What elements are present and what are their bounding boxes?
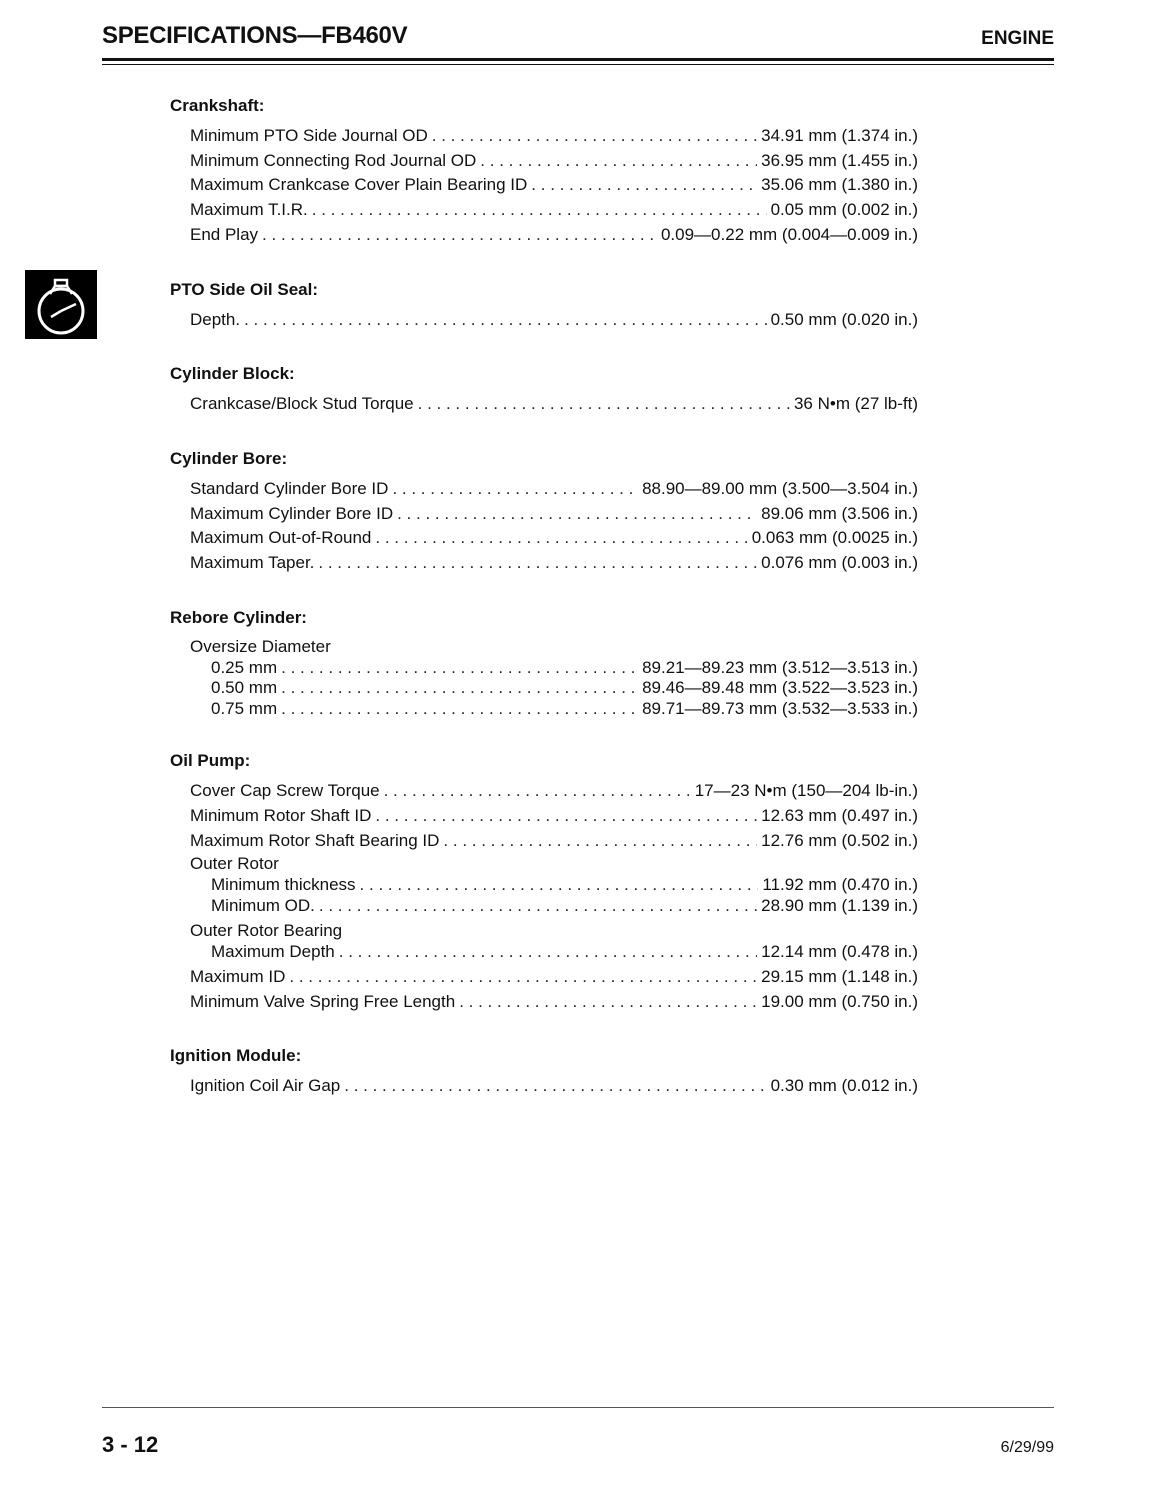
spec-label: Maximum Rotor Shaft Bearing ID [190,830,440,850]
spec-label: Minimum PTO Side Journal OD [190,126,428,145]
page-header-section: ENGINE [981,28,1054,49]
dot-leader [375,804,757,829]
dot-leader [318,551,757,576]
spec-value: 17—23 N•m (150—204 lb-in.) [694,781,918,801]
section-title: PTO Side Oil Seal: [170,279,319,299]
dot-leader [281,699,638,720]
spec-label: Maximum Crankcase Cover Plain Bearing ID [190,175,528,195]
page-number: 3 - 12 [102,1432,159,1457]
spec-value: 0.076 mm (0.003 in.) [761,553,918,573]
spec-label: Standard Cylinder Bore ID [190,478,389,498]
dot-leader [392,477,638,502]
spec-value: 11.92 mm (0.470 in.) [762,875,918,895]
sub-heading-outer-rotor-bearing: Outer Rotor Bearing [190,921,343,941]
spec-label: Maximum Cylinder Bore ID [190,503,394,523]
dot-leader [262,223,657,248]
spec-label: Maximum Depth [211,942,335,962]
dot-leader [443,829,757,854]
dot-leader [480,149,757,174]
section-crankshaft [170,94,918,248]
spec-value: 12.76 mm (0.502 in.) [761,830,918,850]
spec-label: Maximum T.I.R. [190,200,308,220]
spec-value: 0.09—0.22 mm (0.004—0.009 in.) [660,224,918,244]
spec-row [190,990,918,1015]
page-header-title: SPECIFICATIONS—FB460V [102,22,408,49]
footer-rule [102,1407,1054,1408]
spec-row [190,173,918,198]
spec-row [190,1074,918,1099]
spec-label: Minimum Rotor Shaft ID [190,805,372,825]
spec-row [190,526,918,551]
section-rebore-cylinder [170,606,918,720]
spec-label: 0.25 mm [211,657,278,677]
spec-label: Minimum thickness [211,875,356,895]
dot-leader [384,779,691,804]
dot-leader [459,990,757,1015]
spec-label: 0.50 mm [211,678,278,698]
spec-value: 88.90—89.00 mm (3.500—3.504 in.) [642,478,918,498]
spec-label: Cover Cap Screw Torque [190,781,380,801]
spec-row [190,829,918,854]
section-cylinder-bore [170,447,918,576]
footer-date: 6/29/99 [1000,1439,1054,1456]
dot-leader [344,1074,766,1099]
spec-row [190,308,918,333]
spec-label: Ignition Coil Air Gap [190,1076,341,1096]
dot-leader [312,198,767,223]
spec-value: 36 N•m (27 lb-ft) [793,394,918,414]
spec-label: Maximum ID [190,966,286,986]
spec-value: 0.50 mm (0.020 in.) [770,309,918,329]
spec-row [190,477,918,502]
spec-label: Minimum Connecting Rod Journal OD [190,150,477,170]
sub-heading: Oversize Diameter [190,636,331,656]
dot-leader [375,526,747,551]
spec-value: 89.21—89.23 mm (3.512—3.513 in.) [642,657,918,677]
spec-row [190,223,918,248]
spec-value: 0.30 mm (0.012 in.) [770,1076,918,1096]
spec-row [211,658,918,679]
spec-row [190,149,918,174]
spec-row [190,392,918,417]
dot-leader [531,173,757,198]
dot-leader [244,308,767,333]
section-title: Rebore Cylinder: [170,607,307,627]
dot-leader [360,875,759,896]
section-cylinder-block [170,362,918,417]
engine-stopwatch-icon [25,270,97,339]
sub-heading-outer-rotor: Outer Rotor [190,854,279,874]
spec-value: 0.063 mm (0.0025 in.) [751,528,918,548]
spec-row [190,502,918,527]
section-oil-pump [170,749,918,1014]
spec-value: 89.71—89.73 mm (3.532—3.533 in.) [642,698,918,718]
spec-row [190,124,918,149]
spec-label: Maximum Taper. [190,553,315,573]
spec-value: 28.90 mm (1.139 in.) [761,895,918,915]
section-title: Cylinder Bore: [170,448,288,468]
section-pto-side-oil-seal [170,278,918,333]
spec-row [211,699,918,720]
spec-value: 0.05 mm (0.002 in.) [770,200,918,220]
spec-value: 35.06 mm (1.380 in.) [761,175,918,195]
spec-value: 19.00 mm (0.750 in.) [761,991,918,1011]
spec-row [211,875,918,896]
spec-label: Depth. [190,309,241,329]
spec-label: 0.75 mm [211,698,278,718]
dot-leader [397,502,757,527]
spec-label: Crankcase/Block Stud Torque [190,394,414,414]
dot-leader [289,965,757,990]
section-title: Oil Pump: [170,751,251,771]
spec-row [190,551,918,576]
spec-label: End Play [190,224,259,244]
section-title: Cylinder Block: [170,364,295,384]
spec-value: 29.15 mm (1.148 in.) [761,966,918,986]
spec-value: 89.46—89.48 mm (3.522—3.523 in.) [642,678,918,698]
spec-row [190,804,918,829]
dot-leader [418,392,790,417]
spec-label: Minimum OD. [211,895,315,915]
spec-row [211,678,918,699]
dot-leader [339,942,757,963]
spec-row [211,942,918,963]
spec-row [211,896,918,917]
dot-leader [319,896,757,917]
spec-label: Maximum Out-of-Round [190,528,372,548]
section-ignition-module [170,1044,918,1099]
dot-leader [281,678,638,699]
spec-row [190,779,918,804]
section-title: Crankshaft: [170,96,265,115]
spec-value: 36.95 mm (1.455 in.) [761,150,918,170]
header-rule-thin [102,64,1054,65]
dot-leader [432,124,757,149]
spec-value: 34.91 mm (1.374 in.) [761,126,918,145]
spec-content [170,94,918,1129]
spec-value: 12.14 mm (0.478 in.) [761,942,918,962]
spec-row [190,965,918,990]
spec-value: 89.06 mm (3.506 in.) [761,503,918,523]
spec-label: Minimum Valve Spring Free Length [190,991,456,1011]
header-rule-thick [102,58,1054,61]
spec-value: 12.63 mm (0.497 in.) [761,805,918,825]
section-title: Ignition Module: [170,1046,302,1066]
spec-row [190,198,918,223]
dot-leader [281,658,638,679]
